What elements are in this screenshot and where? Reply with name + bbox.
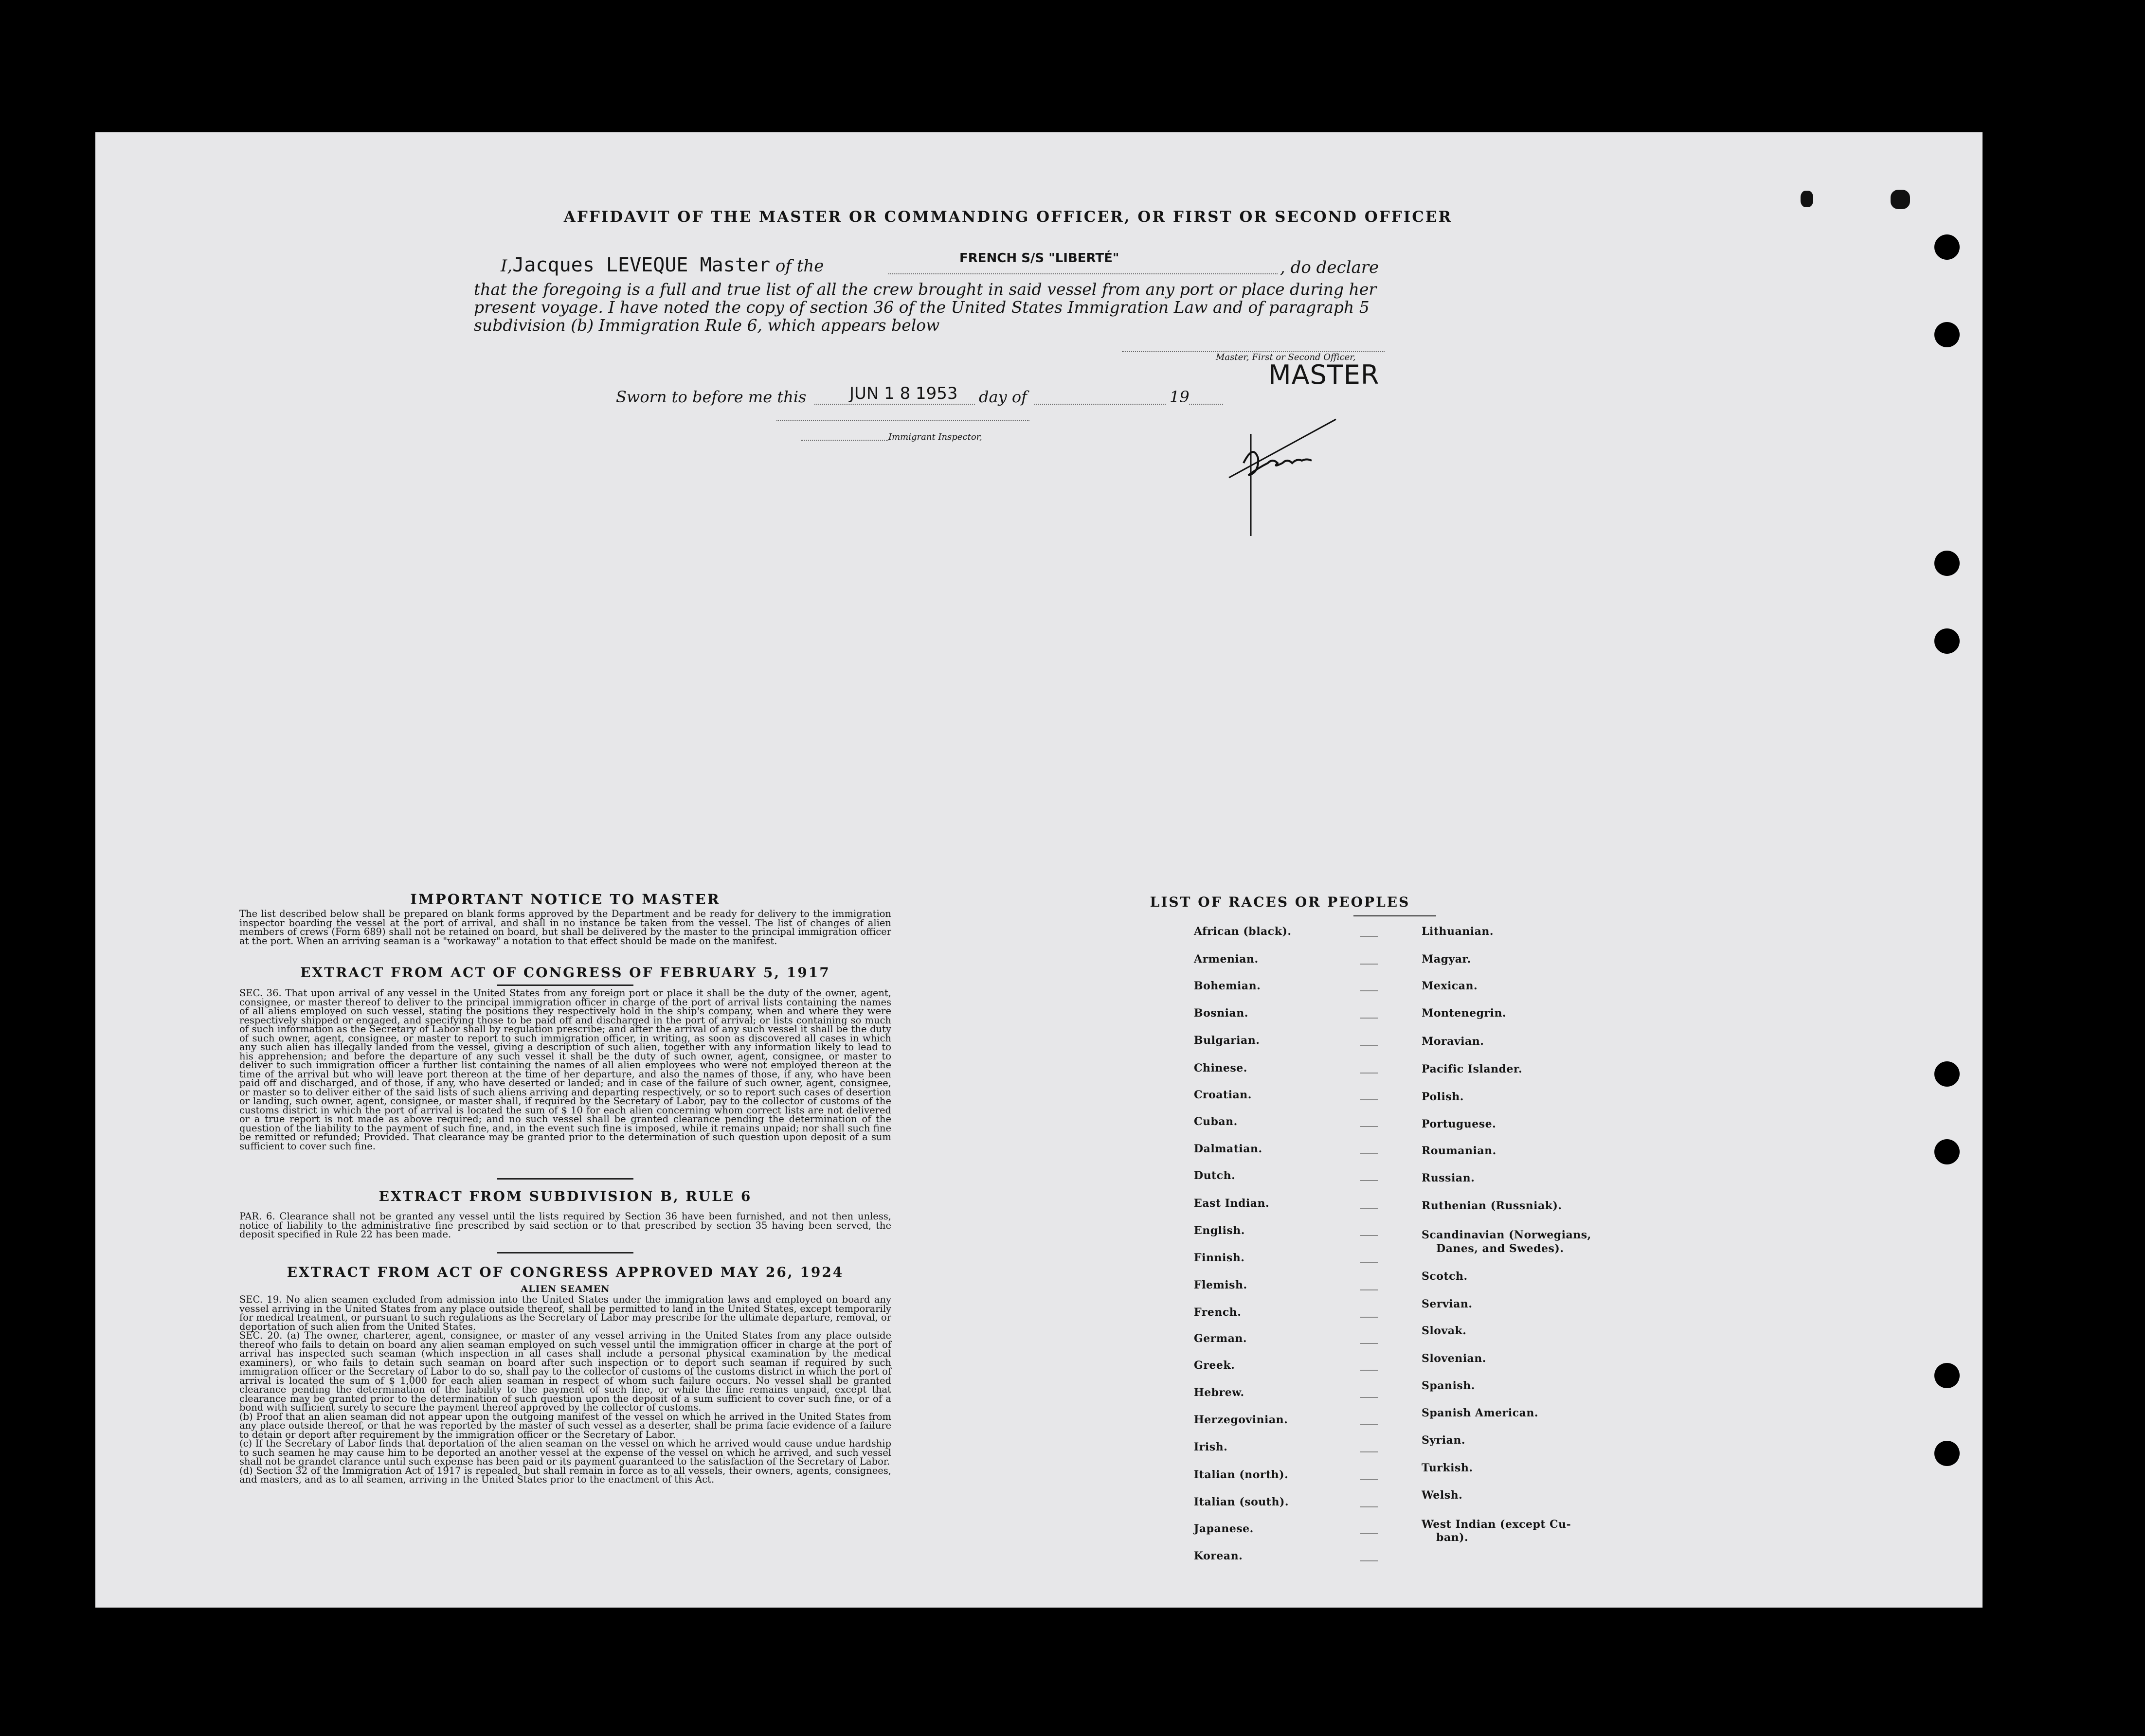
race-dash xyxy=(1360,1479,1378,1480)
race-dash xyxy=(1360,1018,1378,1019)
race-left-item: Bosnian. xyxy=(1194,1007,1248,1020)
paragraph: SEC. 19. No alien seamen excluded from admission into the United States under the immigration laws and employed on board any vessel arriving in the United States from any place outside thereof, shall be permitted to land in the United States, except temporarily for medical treatment, or pursuant to such regulations as the Secretary of Labor may prescribe for the ultimate departure, removal, or deportation of such alien from the United States. xyxy=(239,1294,891,1332)
race-dash xyxy=(1360,936,1378,937)
divider-rule xyxy=(497,984,633,986)
notice-title: IMPORTANT NOTICE TO MASTER xyxy=(410,891,721,908)
declaration-text-3: subdivision (b) Immigration Rule 6, which appears below xyxy=(474,316,940,335)
race-right-item: Russian. xyxy=(1422,1172,1475,1184)
race-right-item: Welsh. xyxy=(1422,1489,1463,1502)
race-right-item: ban). xyxy=(1436,1531,1469,1544)
race-right-item: West Indian (except Cu- xyxy=(1422,1518,1571,1531)
paragraph: (c) If the Secretary of Labor finds that deportation of the alien seaman on the vessel on which he arrived would cause undue hardship to such seamen he may cause him to be deported an another vessel at the expense of the vessel on which he arrived, and such vessel shall not be grandet clarance until such expense has been paid or its payment guaranteed to the satisfaction of the Secretary of Labor. xyxy=(239,1438,891,1467)
race-left-item: Italian (north). xyxy=(1194,1468,1289,1481)
race-left-item: German. xyxy=(1194,1332,1247,1345)
race-dash xyxy=(1360,1289,1378,1290)
paragraph: (b) Proof that an alien seaman did not appear upon the outgoing manifest of the vessel on which he arrived in the United States from any place outside thereof, or that he was reported by the master of such vessel as a deserter, shall be prima facie evidence of a failure to detain or deport after requirement by the immigration officer or the Secretary of Labor. xyxy=(239,1411,891,1440)
affidavit-title: AFFIDAVIT OF THE MASTER OR COMMANDING OFFICER, OR FIRST OR SECOND OFFICER xyxy=(563,208,1453,226)
race-right-item: Scotch. xyxy=(1422,1270,1468,1283)
race-left-item: Herzegovinian. xyxy=(1194,1414,1288,1426)
ink-speck xyxy=(1801,191,1813,207)
race-left-item: English. xyxy=(1194,1224,1245,1237)
document-page xyxy=(95,132,1983,1608)
race-right-item: Montenegrin. xyxy=(1422,1007,1507,1020)
races-title: LIST OF RACES OR PEOPLES xyxy=(1150,894,1410,910)
race-right-item: Mexican. xyxy=(1422,980,1478,992)
sworn-date-line xyxy=(814,404,975,405)
race-right-item: Scandinavian (Norwegians, xyxy=(1422,1229,1591,1241)
divider-rule xyxy=(497,1178,633,1180)
race-left-item: Dalmatian. xyxy=(1194,1143,1262,1155)
race-left-item: Bohemian. xyxy=(1194,980,1261,992)
punch-hole xyxy=(1934,551,1960,576)
race-right-item: Spanish American. xyxy=(1422,1407,1539,1419)
do-declare-label: , do declare xyxy=(1280,258,1379,277)
ink-speck xyxy=(1891,190,1910,209)
declaration-text-2: present voyage. I have noted the copy of section 36 of the United States Immigration Law and of paragraph 5 xyxy=(474,298,1370,317)
race-right-item: Portuguese. xyxy=(1422,1118,1496,1130)
punch-hole xyxy=(1934,234,1960,260)
master-name: Jacques LEVEQUE Master xyxy=(512,254,771,276)
race-dash xyxy=(1360,1343,1378,1344)
race-dash xyxy=(1360,1073,1378,1074)
inspector-label: Immigrant Inspector, xyxy=(888,432,983,442)
race-left-item: East Indian. xyxy=(1194,1197,1270,1210)
handwritten-signature xyxy=(1224,390,1380,536)
paragraph: SEC. 20. (a) The owner, charterer, agent, consignee, or master of any vessel arriving in the United States from any place outside thereof who fails to detain on board any alien seaman employed on such vessel until the immigration officer in charge at the port of arrival has inspected such seaman (which inspection in all cases shall include a personal physical examination by the medical examiners), or who fails to detain such seaman on board after such inspection or to deport such seaman if required by such immigration officer or the Secretary of Labor to do so, shall pay to the collector of customs of the customs district in which the port of arrival is located the sum of $ 1,000 for each alien seaman in respect of whom such failure occurs. No vessel shall be granted clearance pending the determination of the liability to the payment of such fine, or while the fine remains unpaid, except that clearance may be granted prior to the determination of such question upon the deposit of a sum sufficient to cover such fine, or of a bond with sufficient surety to secure the payment thereof approved by the collector of customs. xyxy=(239,1330,891,1413)
race-right-item: Servian. xyxy=(1422,1298,1473,1310)
race-right-item: Pacific Islander. xyxy=(1422,1063,1523,1075)
race-left-item: Greek. xyxy=(1194,1359,1235,1372)
alien-seamen-subtitle: ALIEN SEAMEN xyxy=(521,1284,610,1294)
race-left-item: Armenian. xyxy=(1194,953,1259,966)
race-left-item: French. xyxy=(1194,1306,1242,1319)
race-left-item: Korean. xyxy=(1194,1550,1243,1562)
race-right-item: Slovak. xyxy=(1422,1324,1467,1337)
race-left-item: Italian (south). xyxy=(1194,1496,1289,1508)
paragraph: (d) Section 32 of the Immigration Act of 1917 is repealed, but shall remain in force as to all vessels, their owners, agents, consignees, and masters, and as to all seamen, arriving in the United States prior to the enactment of this Act. xyxy=(239,1465,891,1485)
divider-rule xyxy=(1353,915,1436,916)
race-right-item: Roumanian. xyxy=(1422,1145,1496,1157)
inspector-signature-top-line xyxy=(776,420,1029,421)
race-left-item: Finnish. xyxy=(1194,1252,1245,1264)
divider-rule xyxy=(497,1252,633,1253)
month-line xyxy=(1034,404,1166,405)
notice-text: The list described below shall be prepared on blank forms approved by the Department and be ready for delivery to the immigration inspector boarding the vessel at the port of arrival, and shall in no instance be taken from the vessel. The list of changes of alien members of crews (Form 689) shall not be retained on board, but shall be delivered by the master to the principal immigration officer at the port. When an arriving seaman is a "workaway" a notation to that effect should be made on the manifest. xyxy=(239,908,891,947)
punch-hole xyxy=(1934,1139,1960,1164)
year-prefix: 19 xyxy=(1170,388,1190,406)
race-dash xyxy=(1360,1235,1378,1236)
race-dash xyxy=(1360,1153,1378,1154)
race-left-item: Irish. xyxy=(1194,1441,1228,1453)
extract-1917-text: SEC. 36. That upon arrival of any vessel in the United States from any foreign port or place it shall be the duty of the owner, agent, consignee, or master thereof to deliver to the principal immigration officer in charge of the port of arrival lists containing the names of all aliens employed on such vessel, stating the positions they respectively hold in the ship's company, when and where they were respectively shipped or engaged, and specifying those to be paid off and discharged in the port of arrival; or lists containing so much of such information as the Secretary of Labor shall by regulation prescribe; and after the arrival of any such vessel it shall be the duty of such owner, agent, consignee, or master to report to such immigration officer, in writing, as soon as discovered all cases in which any such alien has illegally landed from the vessel, giving a description of such alien, together with any information likely to lead to his apprehension; and before the departure of any such vessel it shall be the duty of such owner, agent, consignee, or master to deliver to such immigration officer a further list containing the names of all alien employees who were not employed thereon at the time of the arrival but who will leave port thereon at the time of her departure, and also the names of those, if any, who have been paid off and discharged, and of those, if any, who have deserted or landed; and in case of the failure of such owner, agent, consignee, or master so to deliver either of the said lists of such aliens arriving and departing respectively, or so to report such cases of desertion or landing, such owner, agent, consignee, or master shall, if required by the Secretary of Labor, pay to the collector of customs of the customs district in which the port of arrival is located the sum of $ 10 for each alien concerning whom correct lists are not delivered or a true report is not made as above required; and no such vessel shall be granted clearance pending the determination of the question of the liability to the payment of such fine, and, in the event such fine is imposed, while it remains unpaid; nor shall such fine be remitted or refunded; Provided. That clearance may be granted prior to the determination of such question upon deposit of a sum sufficient to cover such fine. xyxy=(239,987,891,1152)
race-dash xyxy=(1360,1424,1378,1425)
race-right-item: Syrian. xyxy=(1422,1434,1466,1447)
race-right-item: Lithuanian. xyxy=(1422,925,1494,938)
date-stamp: JUN 1 8 1953 xyxy=(849,384,958,403)
race-dash xyxy=(1360,1533,1378,1534)
race-dash xyxy=(1360,1560,1378,1561)
race-dash xyxy=(1360,1506,1378,1507)
sworn-label: Sworn to before me this xyxy=(616,388,807,406)
race-dash xyxy=(1360,1262,1378,1263)
race-dash xyxy=(1360,1180,1378,1181)
race-dash xyxy=(1360,964,1378,965)
extract-1924-paragraphs xyxy=(239,1295,891,1485)
race-left-item: Flemish. xyxy=(1194,1279,1247,1291)
extract-1924-title: EXTRACT FROM ACT OF CONGRESS APPROVED MAY 26, 1924 xyxy=(287,1264,844,1280)
rule-6-title: EXTRACT FROM SUBDIVISION B, RULE 6 xyxy=(379,1188,752,1204)
race-right-item: Moravian. xyxy=(1422,1035,1484,1048)
race-right-item: Turkish. xyxy=(1422,1462,1473,1474)
race-left-item: Croatian. xyxy=(1194,1089,1252,1101)
race-dash xyxy=(1360,1317,1378,1318)
race-left-item: Chinese. xyxy=(1194,1062,1247,1074)
race-left-item: Hebrew. xyxy=(1194,1386,1244,1399)
vessel-name: FRENCH S/S "LIBERTÉ" xyxy=(959,251,1119,266)
race-left-item: Bulgarian. xyxy=(1194,1034,1260,1047)
punch-hole xyxy=(1934,1363,1960,1388)
race-dash xyxy=(1360,1099,1378,1100)
race-dash xyxy=(1360,1045,1378,1046)
race-dash xyxy=(1360,1126,1378,1127)
race-dash xyxy=(1360,990,1378,991)
extract-1917-title: EXTRACT FROM ACT OF CONGRESS OF FEBRUARY 5, 1917 xyxy=(300,965,830,981)
race-right-item: Polish. xyxy=(1422,1091,1464,1103)
race-right-item: Danes, and Swedes). xyxy=(1436,1242,1564,1255)
rule-6-text: PAR. 6. Clearance shall not be granted any vessel until the lists required by Section 36 have been furnished, and not then unless, notice of liability to the administrative fine prescribed by said section or to that prescribed by section 35 having been served, the deposit specified in Rule 22 has been made. xyxy=(239,1211,891,1240)
race-right-item: Slovenian. xyxy=(1422,1352,1486,1365)
race-left-item: Dutch. xyxy=(1194,1169,1236,1182)
punch-hole xyxy=(1934,628,1960,654)
master-stamp: MASTER xyxy=(1268,359,1380,390)
race-dash xyxy=(1360,1451,1378,1452)
race-left-item: Cuban. xyxy=(1194,1115,1238,1128)
vessel-name-line xyxy=(888,273,1278,274)
race-dash xyxy=(1360,1370,1378,1371)
year-line xyxy=(1189,404,1223,405)
officer-label: Master, First or Second Officer, xyxy=(1216,352,1356,362)
declaration-text-1: that the foregoing is a full and true list of all the crew brought in said vessel from any port or place during her xyxy=(474,280,1377,299)
race-right-item: Magyar. xyxy=(1422,953,1471,966)
of-the-label: of the xyxy=(775,256,824,276)
race-right-item: Ruthenian (Russniak). xyxy=(1422,1199,1562,1212)
day-of-label: day of xyxy=(979,388,1027,406)
race-left-item: African (black). xyxy=(1194,925,1292,938)
race-dash xyxy=(1360,1208,1378,1209)
race-dash xyxy=(1360,1397,1378,1398)
race-right-item: Spanish. xyxy=(1422,1379,1475,1392)
inspector-signature-line xyxy=(801,440,888,441)
punch-hole xyxy=(1934,1441,1960,1466)
punch-hole xyxy=(1934,1061,1960,1087)
punch-hole xyxy=(1934,322,1960,347)
i-prefix: I, xyxy=(501,256,513,276)
race-left-item: Japanese. xyxy=(1194,1522,1254,1535)
